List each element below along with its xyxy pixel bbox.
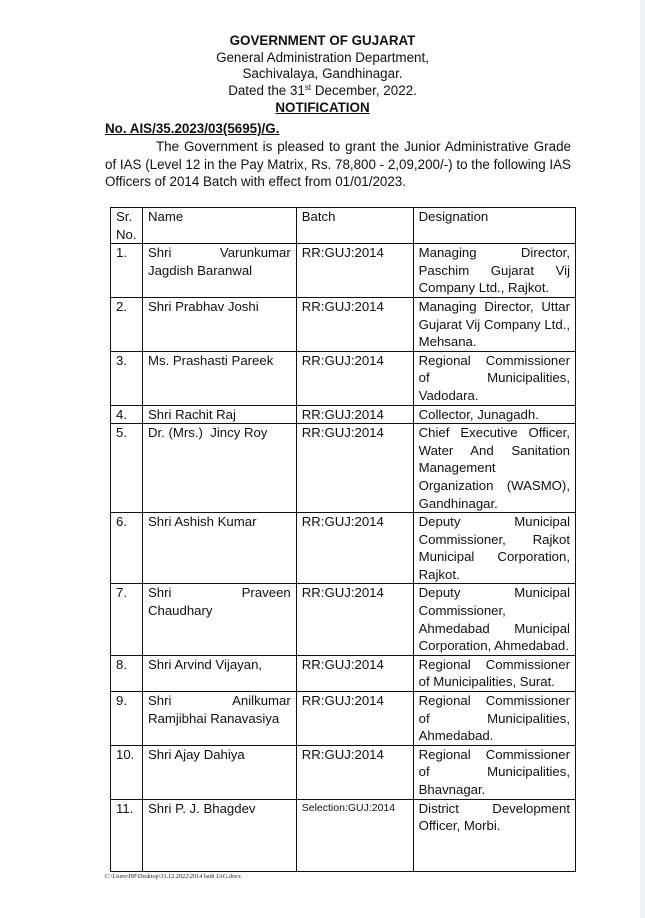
table-row <box>111 584 576 655</box>
cell-name: Shri Ashish Kumar <box>142 513 296 584</box>
header-name: Name <box>142 208 296 244</box>
table-row <box>111 745 576 799</box>
office-location: Sachivalaya, Gandhinagar. <box>242 66 403 82</box>
department-name: General Administration Department, <box>216 49 429 65</box>
cell-batch: RR:GUJ:2014 <box>296 424 413 513</box>
date-prefix: Dated the 31 <box>228 82 305 98</box>
date-rest: December, 2022. <box>311 82 417 98</box>
table-row <box>111 424 576 513</box>
table-header-row <box>111 208 576 244</box>
cell-designation: District Development Officer, Morbi. <box>413 799 575 871</box>
cell-name: Shri Ajay Dahiya <box>142 745 296 799</box>
cell-batch: RR:GUJ:2014 <box>296 405 413 424</box>
cell-designation: Chief Executive Officer, Water And Sanitation Management Organization (WASMO), Gandhinagar. <box>413 424 575 513</box>
table-row <box>111 655 576 691</box>
table-row <box>111 692 576 746</box>
cell-batch: RR:GUJ:2014 <box>296 584 413 655</box>
cell-name: Shri Arvind Vijayan, <box>142 655 296 691</box>
document-date <box>0 83 645 100</box>
cell-name: Ms. Prashasti Pareek <box>142 351 296 405</box>
document-header <box>0 33 645 117</box>
cell-designation: Regional Commissioner of Municipalities, Surat. <box>413 655 575 691</box>
cell-sr: 5. <box>111 424 143 513</box>
cell-designation: Deputy Municipal Commissioner, Ahmedabad Municipal Corporation, Ahmedabad. <box>413 584 575 655</box>
file-path-footer: C:\Users\HP\Desktop\31.12.2022\2014 bath JAG.docx <box>105 873 241 880</box>
cell-batch: RR:GUJ:2014 <box>296 655 413 691</box>
cell-designation: Managing Director, Paschim Gujarat Vij Company Ltd., Rajkot. <box>413 244 575 298</box>
header-batch: Batch <box>296 208 413 244</box>
cell-designation: Regional Commissioner of Municipalities, Ahmedabad. <box>413 692 575 746</box>
cell-name: Shri Rachit Raj <box>142 405 296 424</box>
cell-name: Dr. (Mrs.) Jincy Roy <box>142 424 296 513</box>
cell-sr: 2. <box>111 297 143 351</box>
notification-body <box>105 138 571 191</box>
cell-sr: 7. <box>111 584 143 655</box>
notification-title: NOTIFICATION <box>275 100 370 116</box>
cell-sr: 1. <box>111 244 143 298</box>
table-row <box>111 405 576 424</box>
reference-number: No. AIS/35.2023/03(5695)/G. <box>105 121 280 136</box>
table-row <box>111 513 576 584</box>
cell-batch: Selection:GUJ:2014 <box>296 799 413 871</box>
cell-sr: 11. <box>111 799 143 871</box>
cell-batch: RR:GUJ:2014 <box>296 297 413 351</box>
cell-sr: 8. <box>111 655 143 691</box>
table-row <box>111 297 576 351</box>
cell-designation: Managing Director, Uttar Gujarat Vij Company Ltd., Mehsana. <box>413 297 575 351</box>
cell-batch: RR:GUJ:2014 <box>296 351 413 405</box>
government-title: GOVERNMENT OF GUJARAT <box>229 33 416 48</box>
cell-designation: Collector, Junagadh. <box>413 405 575 424</box>
cell-name: Shri P. J. Bhagdev <box>142 799 296 871</box>
header-sr-no: Sr. No. <box>111 208 143 244</box>
cell-sr: 10. <box>111 745 143 799</box>
cell-batch: RR:GUJ:2014 <box>296 513 413 584</box>
table-row <box>111 799 576 871</box>
cell-designation: Deputy Municipal Commissioner, Rajkot Municipal Corporation, Rajkot. <box>413 513 575 584</box>
cell-name: Shri Anilkumar Ramjibhai Ranavasiya <box>142 692 296 746</box>
cell-sr: 6. <box>111 513 143 584</box>
cell-designation: Regional Commissioner of Municipalities, Vadodara. <box>413 351 575 405</box>
cell-batch: RR:GUJ:2014 <box>296 692 413 746</box>
body-text: The Government is pleased to grant the Junior Administrative Grade of IAS (Level 12 in the Pay Matrix, Rs. 78,800 - 2,09,200/-) to the following IAS Officers of 2014 Batch with effect from 01/01/2023. <box>105 139 571 189</box>
cell-sr: 4. <box>111 405 143 424</box>
cell-name: Shri Prabhav Joshi <box>142 297 296 351</box>
header-designation: Designation <box>413 208 575 244</box>
cell-sr: 3. <box>111 351 143 405</box>
cell-designation: Regional Commissioner of Municipalities, Bhavnagar. <box>413 745 575 799</box>
cell-batch: RR:GUJ:2014 <box>296 244 413 298</box>
cell-name: Shri Praveen Chaudhary <box>142 584 296 655</box>
cell-batch: RR:GUJ:2014 <box>296 745 413 799</box>
cell-sr: 9. <box>111 692 143 746</box>
page-edge-strip <box>640 0 645 918</box>
date-ordinal: st <box>304 82 312 92</box>
table-row <box>111 244 576 298</box>
cell-name: Shri Varunkumar Jagdish Baranwal <box>142 244 296 298</box>
officers-table <box>110 207 576 872</box>
table-row <box>111 351 576 405</box>
